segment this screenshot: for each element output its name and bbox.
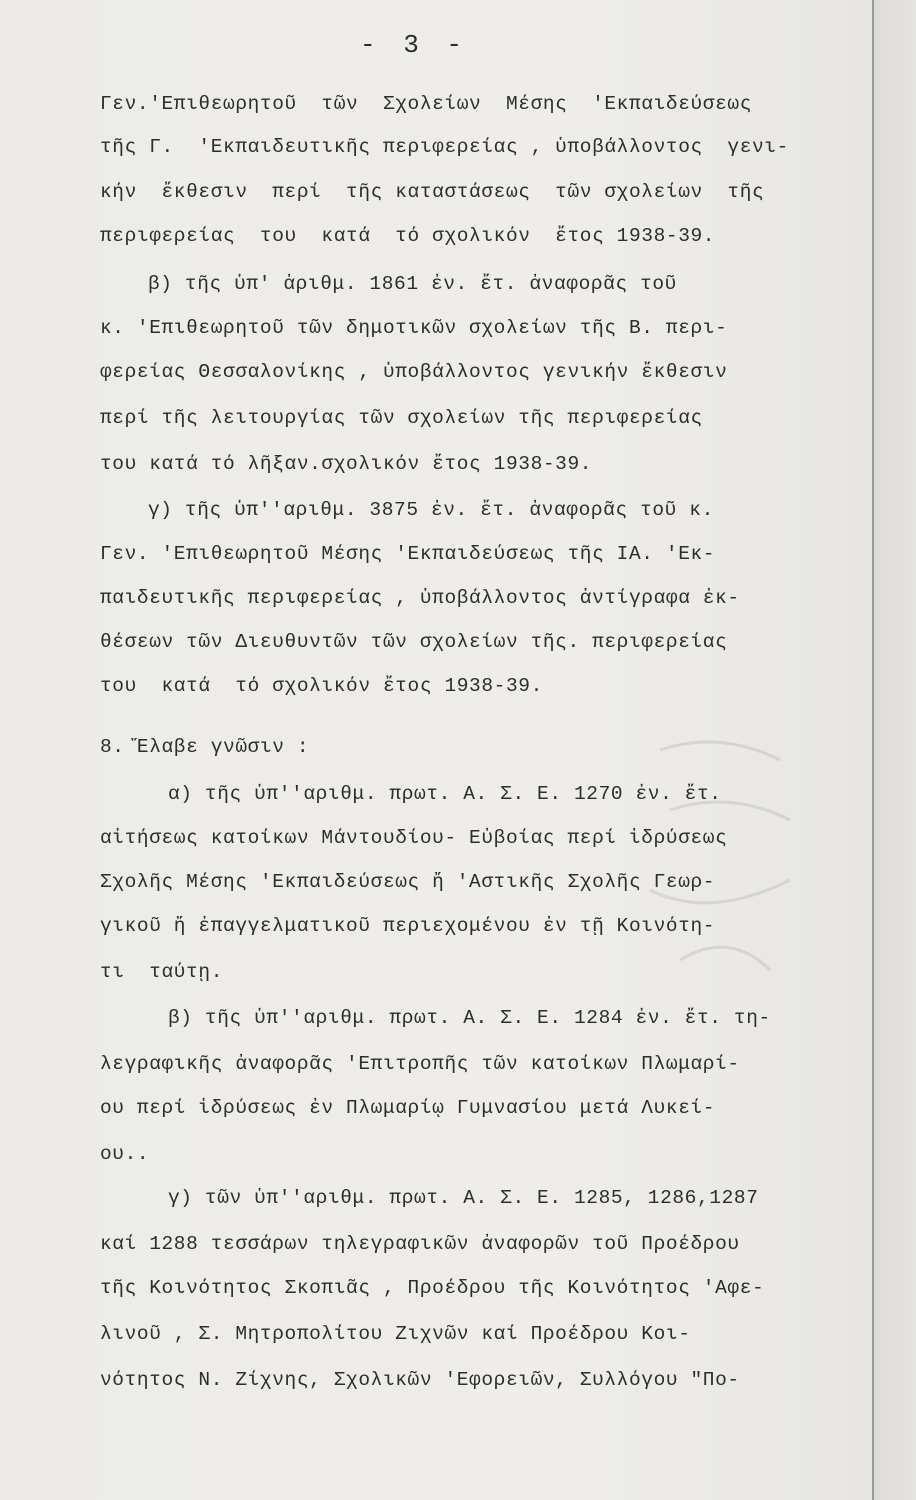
text-line: παιδευτικῆς περιφερείας , ὑποβάλλοντος ἀντίγραφα ἐκ- [100, 587, 740, 609]
text-line: ου.. [100, 1143, 150, 1165]
text-line: νότητος Ν. Ζίχνης, Σχολικῶν 'Εφορειῶν, Συλλόγου "Πο- [100, 1369, 740, 1391]
faint-stamp-bleedthrough [640, 730, 800, 990]
text-line: Γεν.'Επιθεωρητοῦ τῶν Σχολείων Μέσης 'Εκπαιδεύσεως [100, 93, 753, 115]
text-line: ου περί ἱδρύσεως ἐν Πλωμαρίῳ Γυμνασίου μετά Λυκεί- [100, 1097, 716, 1119]
text-line: καί 1288 τεσσάρων τηλεγραφικῶν ἀναφορῶν τοῦ Προέδρου [100, 1233, 740, 1255]
page-edge-shadow [872, 0, 916, 1500]
text-line: του κατά τό λῆξαν.σχολικόν ἔτος 1938-39. [100, 453, 593, 475]
page-number: - 3 - [360, 30, 469, 60]
text-line: γ) τῶν ὑπ''αριθμ. πρωτ. Α. Σ. Ε. 1285, 1286,1287 [168, 1187, 759, 1209]
text-line: αἰτήσεως κατοίκων Μάντουδίου- Εὐβοίας περί ἱδρύσεως [100, 827, 728, 849]
text-line: φερείας Θεσσαλονίκης , ὑποβάλλοντος γενικήν ἔκθεσιν [100, 361, 728, 383]
text-line: τῆς Κοινότητος Σκοπιᾶς , Προέδρου τῆς Κοινότητος 'Αφε- [100, 1277, 765, 1299]
text-line: περί τῆς λειτουργίας τῶν σχολείων τῆς περιφερείας [100, 407, 703, 429]
text-line: κ. 'Επιθεωρητοῦ τῶν δημοτικῶν σχολείων τῆς Β. περι- [100, 317, 728, 339]
text-line: Σχολῆς Μέσης 'Εκπαιδεύσεως ἤ 'Αστικῆς Σχολῆς Γεωρ- [100, 871, 716, 893]
section-heading: 8. Ἔλαβε γνῶσιν : [100, 736, 310, 758]
text-line: τι ταύτῃ. [100, 961, 224, 983]
text-line: περιφερείας του κατά τό σχολικόν ἔτος 1938-39. [100, 225, 716, 247]
text-line: κήν ἔκθεσιν περί τῆς καταστάσεως τῶν σχολείων τῆς [100, 181, 765, 203]
text-line: θέσεων τῶν Διευθυντῶν τῶν σχολείων τῆς. περιφερείας [100, 631, 728, 653]
text-line: α) τῆς ὑπ''αριθμ. πρωτ. Α. Σ. Ε. 1270 ἐν. ἔτ. [168, 783, 722, 805]
text-line: Γεν. 'Επιθεωρητοῦ Μέσης 'Εκπαιδεύσεως τῆς ΙΑ. 'Εκ- [100, 543, 716, 565]
text-line: γ) τῆς ὑπ''αριθμ. 3875 ἐν. ἔτ. ἀναφορᾶς τοῦ κ. [148, 499, 714, 521]
text-line: λεγραφικῆς ἀναφορᾶς 'Επιτροπῆς τῶν κατοίκων Πλωμαρί- [100, 1053, 740, 1075]
text-line: λινοῦ , Σ. Μητροπολίτου Ζιχνῶν καί Προέδρου Κοι- [100, 1323, 691, 1345]
text-line: γικοῦ ἤ ἐπαγγελματικοῦ περιεχομένου ἐν τῇ Κοινότη- [100, 915, 716, 937]
text-line: του κατά τό σχολικόν ἔτος 1938-39. [100, 675, 543, 697]
text-line: β) τῆς ὑπ''αριθμ. πρωτ. Α. Σ. Ε. 1284 ἐν. ἔτ. τη- [168, 1007, 771, 1029]
text-line: τῆς Γ. 'Εκπαιδευτικῆς περιφερείας , ὑποβάλλοντος γενι- [100, 136, 789, 158]
text-line: β) τῆς ὑπ' ἀριθμ. 1861 ἐν. ἔτ. ἀναφορᾶς τοῦ [148, 273, 677, 295]
